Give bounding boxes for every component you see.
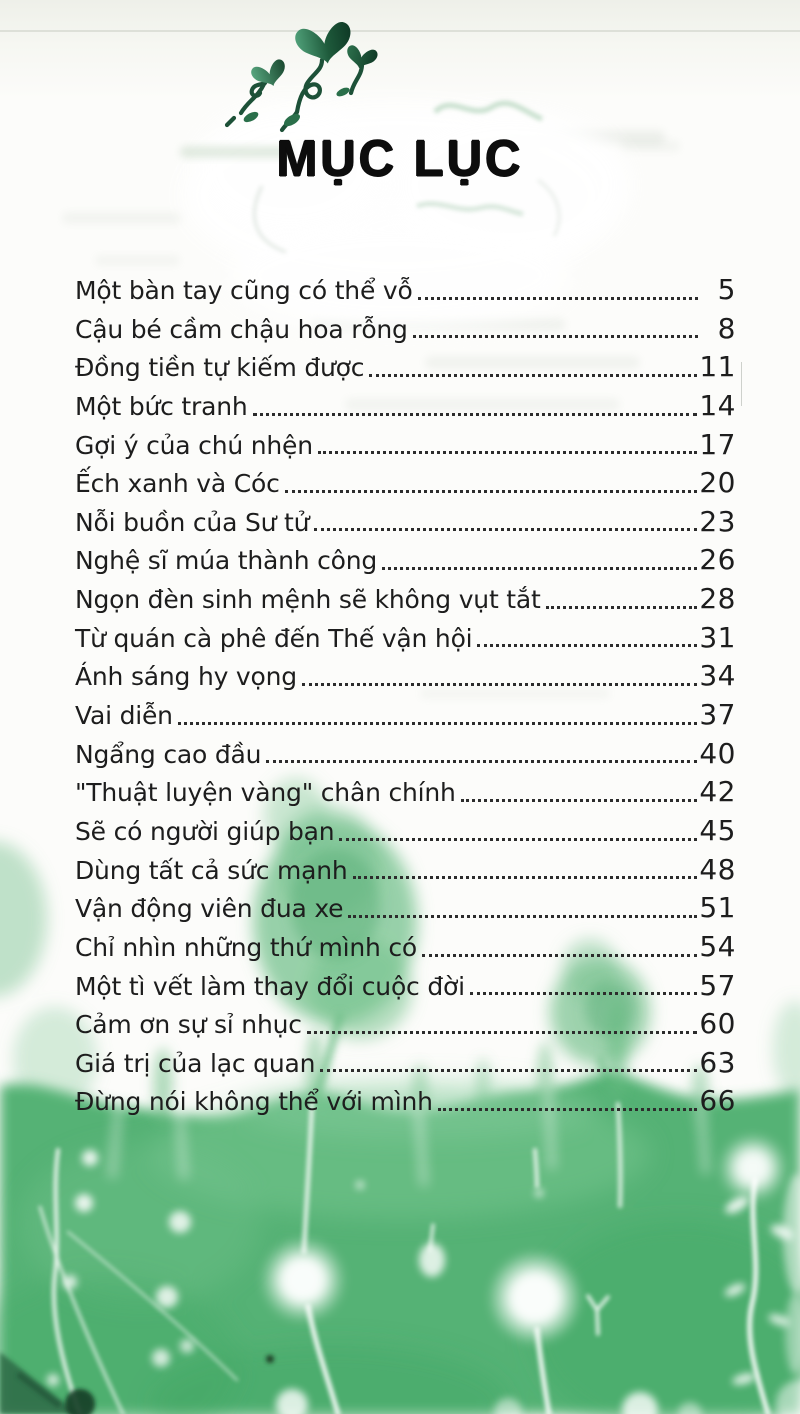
dotted-leader bbox=[382, 567, 697, 570]
dotted-leader bbox=[307, 1031, 698, 1034]
dotted-leader bbox=[413, 335, 698, 338]
toc-entry bbox=[75, 462, 736, 501]
toc-entry-page: 66 bbox=[699, 1084, 736, 1118]
toc-entry-title: Giá trị của lạc quan bbox=[75, 1048, 316, 1078]
toc-entry-title: Một bàn tay cũng có thể vỗ bbox=[75, 276, 413, 305]
toc-entry bbox=[75, 733, 736, 772]
toc-entry-page: 31 bbox=[699, 620, 736, 654]
toc-entry-title: Gợi ý của chú nhện bbox=[75, 430, 313, 460]
toc-entry-page: 20 bbox=[699, 466, 736, 500]
dotted-leader bbox=[318, 451, 698, 454]
toc-entry-page: 17 bbox=[699, 427, 736, 461]
toc-entry bbox=[75, 578, 736, 617]
toc-entry bbox=[75, 385, 736, 424]
toc-entry-title: Cảm ơn sự sỉ nhục bbox=[75, 1010, 302, 1040]
dark-speck bbox=[266, 1355, 274, 1363]
toc-entry-page: 40 bbox=[699, 736, 736, 770]
toc-entry-page: 60 bbox=[699, 1007, 736, 1041]
toc-entry-page: 5 bbox=[717, 273, 736, 306]
toc-entry bbox=[75, 539, 736, 578]
dotted-leader bbox=[314, 528, 697, 531]
dotted-leader bbox=[253, 413, 698, 416]
toc-entry bbox=[75, 771, 736, 810]
toc-entry-page: 34 bbox=[699, 659, 736, 693]
toc-entry-title: Một bức tranh bbox=[75, 391, 248, 421]
dotted-leader bbox=[477, 644, 697, 647]
toc-entry bbox=[75, 810, 736, 849]
toc-entry-page: 54 bbox=[699, 929, 736, 963]
toc-entry-page: 42 bbox=[699, 775, 736, 809]
toc-entry bbox=[75, 424, 736, 463]
dotted-leader bbox=[438, 1108, 698, 1111]
toc-entry bbox=[75, 346, 736, 385]
dotted-leader bbox=[369, 374, 697, 377]
toc-entry-title: Vận động viên đua xe bbox=[75, 894, 344, 924]
dotted-leader bbox=[353, 876, 698, 879]
toc-entry bbox=[75, 849, 736, 888]
toc-entry bbox=[75, 965, 736, 1004]
dotted-leader bbox=[470, 992, 698, 995]
dotted-leader bbox=[348, 915, 697, 918]
toc-entry-page: 28 bbox=[699, 582, 736, 616]
toc-entry bbox=[75, 269, 736, 308]
toc-entry bbox=[75, 926, 736, 965]
toc-entry-page: 45 bbox=[699, 813, 736, 847]
dotted-leader bbox=[546, 606, 698, 609]
toc-entry-title: Từ quán cà phê đến Thế vận hội bbox=[75, 623, 473, 653]
toc-entry-title: Sẽ có người giúp bạn bbox=[75, 816, 335, 846]
toc-entry-page: 48 bbox=[699, 852, 736, 886]
dotted-leader bbox=[339, 838, 697, 841]
dotted-leader bbox=[302, 683, 697, 686]
toc-entry-page: 37 bbox=[699, 698, 736, 732]
toc-entry-page: 23 bbox=[699, 504, 736, 538]
dotted-leader bbox=[178, 722, 698, 725]
dotted-leader bbox=[320, 1069, 697, 1072]
toc-entry-title: Chỉ nhìn những thứ mình có bbox=[75, 932, 418, 962]
dotted-leader bbox=[461, 799, 698, 802]
toc-entry bbox=[75, 1080, 736, 1119]
page-title: MỤC LỤC bbox=[276, 130, 524, 188]
toc-entry bbox=[75, 617, 736, 656]
toc-entry bbox=[75, 694, 736, 733]
toc-entry-title: Nghệ sĩ múa thành công bbox=[75, 546, 378, 576]
toc-entry-page: 63 bbox=[699, 1045, 736, 1079]
dotted-leader bbox=[422, 954, 697, 957]
toc-entry-title: Dùng tất cả sức mạnh bbox=[75, 855, 348, 885]
toc-entry-page: 8 bbox=[717, 311, 736, 345]
dotted-leader bbox=[266, 760, 697, 763]
toc-entry-title: Vai diễn bbox=[75, 701, 173, 731]
toc-entry bbox=[75, 501, 736, 540]
toc-entry-title: Nỗi buồn của Sư tử bbox=[75, 507, 310, 537]
toc-entry bbox=[75, 1003, 736, 1042]
toc-entry-page: 11 bbox=[699, 350, 736, 384]
toc-entry-title: Đồng tiền tự kiếm được bbox=[75, 353, 365, 383]
toc-entry bbox=[75, 655, 736, 694]
toc-entry-title: Một tì vết làm thay đổi cuộc đời bbox=[75, 971, 465, 1001]
toc-entry bbox=[75, 1042, 736, 1081]
dotted-leader bbox=[285, 490, 698, 493]
toc-entry bbox=[75, 308, 736, 347]
scan-artifact-tick bbox=[741, 362, 742, 406]
toc-entry-page: 14 bbox=[699, 388, 736, 422]
toc-entry-page: 51 bbox=[699, 891, 736, 925]
toc-entry-page: 57 bbox=[699, 968, 736, 1002]
toc-entry-title: Ngẩng cao đầu bbox=[75, 739, 262, 769]
toc-entry bbox=[75, 887, 736, 926]
toc-entry-title: Ánh sáng hy vọng bbox=[75, 662, 297, 692]
toc-entry-title: Ếch xanh và Cóc bbox=[75, 469, 280, 499]
toc-entry-page: 26 bbox=[699, 543, 736, 577]
dotted-leader bbox=[418, 297, 698, 300]
toc-entry-title: Cậu bé cầm chậu hoa rỗng bbox=[75, 314, 408, 344]
toc-list bbox=[75, 269, 736, 1119]
toc-entry-title: "Thuật luyện vàng" chân chính bbox=[75, 778, 456, 808]
toc-entry-title: Ngọn đèn sinh mệnh sẽ không vụt tắt bbox=[75, 585, 541, 615]
toc-entry-title: Đừng nói không thể với mình bbox=[75, 1087, 433, 1117]
